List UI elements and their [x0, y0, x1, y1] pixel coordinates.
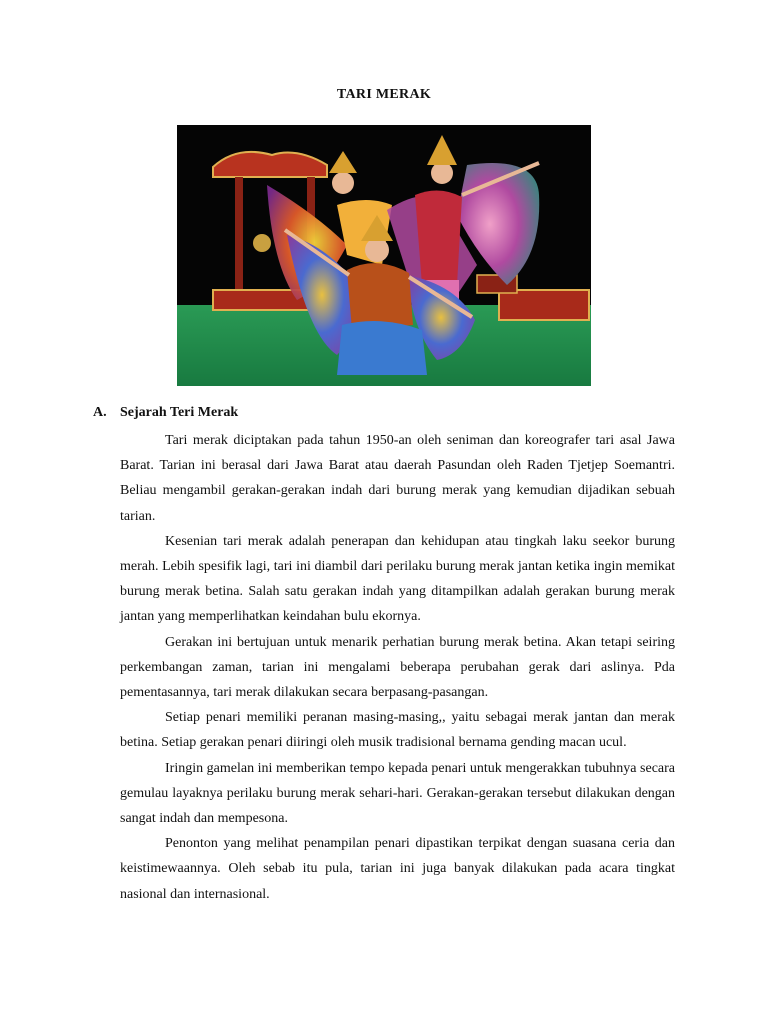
dancer-front-face [365, 238, 389, 262]
dancers-photo [177, 125, 591, 386]
dancers-illustration [177, 125, 591, 386]
section-body [120, 428, 675, 907]
dancer-right-face [431, 162, 453, 184]
paragraph: Setiap penari memiliki peranan masing-masing,, yaitu sebagai merak jantan dan merak betina. Setiap gerakan penari diiringi oleh musik tradisional bernama gending macan ucul. [120, 710, 675, 751]
dancer-front-skirt [337, 321, 427, 375]
dancer-right-costume [415, 190, 462, 285]
paragraph: Iringin gamelan ini memberikan tempo kepada penari untuk mengerakkan tubuhnya secara gemulau layaknya perilaku burung merak sehari-hari. Gerakan-gerakan tersebut dilakukan dengan sangat indah dan mempesona. [120, 760, 675, 827]
section-marker: A. [93, 405, 107, 420]
section-heading [93, 405, 238, 421]
dancer-front-costume [347, 263, 413, 330]
paragraph: Tari merak diciptakan pada tahun 1950-an oleh seniman dan koreografer tari asal Jawa Barat. Tarian ini berasal dari Jawa Barat atau daerah Pasundan oleh Raden Tjetjep Soemantri. Beliau mengambil gerakan-gerakan indah dari burung merak yang kemudian dijadikan sebuah tarian. [120, 433, 675, 524]
document-title: TARI MERAK [336, 87, 432, 102]
paragraph: Kesenian tari merak adalah penerapan dan kehidupan atau tingkah laku seekor burung merah. Lebih spesifik lagi, tari ini diambil dari perilaku burung merak jantan ketika ingin memikat burung merak betina. Salah satu gerakan indah yang ditampilkan adalah gerakan burung merak jantan yang memperlihatkan keindahan bulu ekornya. [120, 533, 675, 625]
section-title: Sejarah Teri Merak [120, 405, 239, 420]
paragraph: Penonton yang melihat penampilan penari dipastikan terpikat dengan suasana ceria dan keistimewaannya. Oleh sebab itu pula, tarian ini juga banyak dilakukan pada acara tingkat nasional dan internasional. [120, 836, 675, 902]
dancer-left-face [332, 172, 354, 194]
paragraph: Gerakan ini bertujuan untuk menarik perhatian burung merak betina. Akan tetapi seiring perkembangan zaman, tarian ini mengalami beberapa perubahan gerak dari aslinya. Pda pementasannya, tari merak dilakukan secara berpasang-pasangan. [120, 634, 675, 701]
